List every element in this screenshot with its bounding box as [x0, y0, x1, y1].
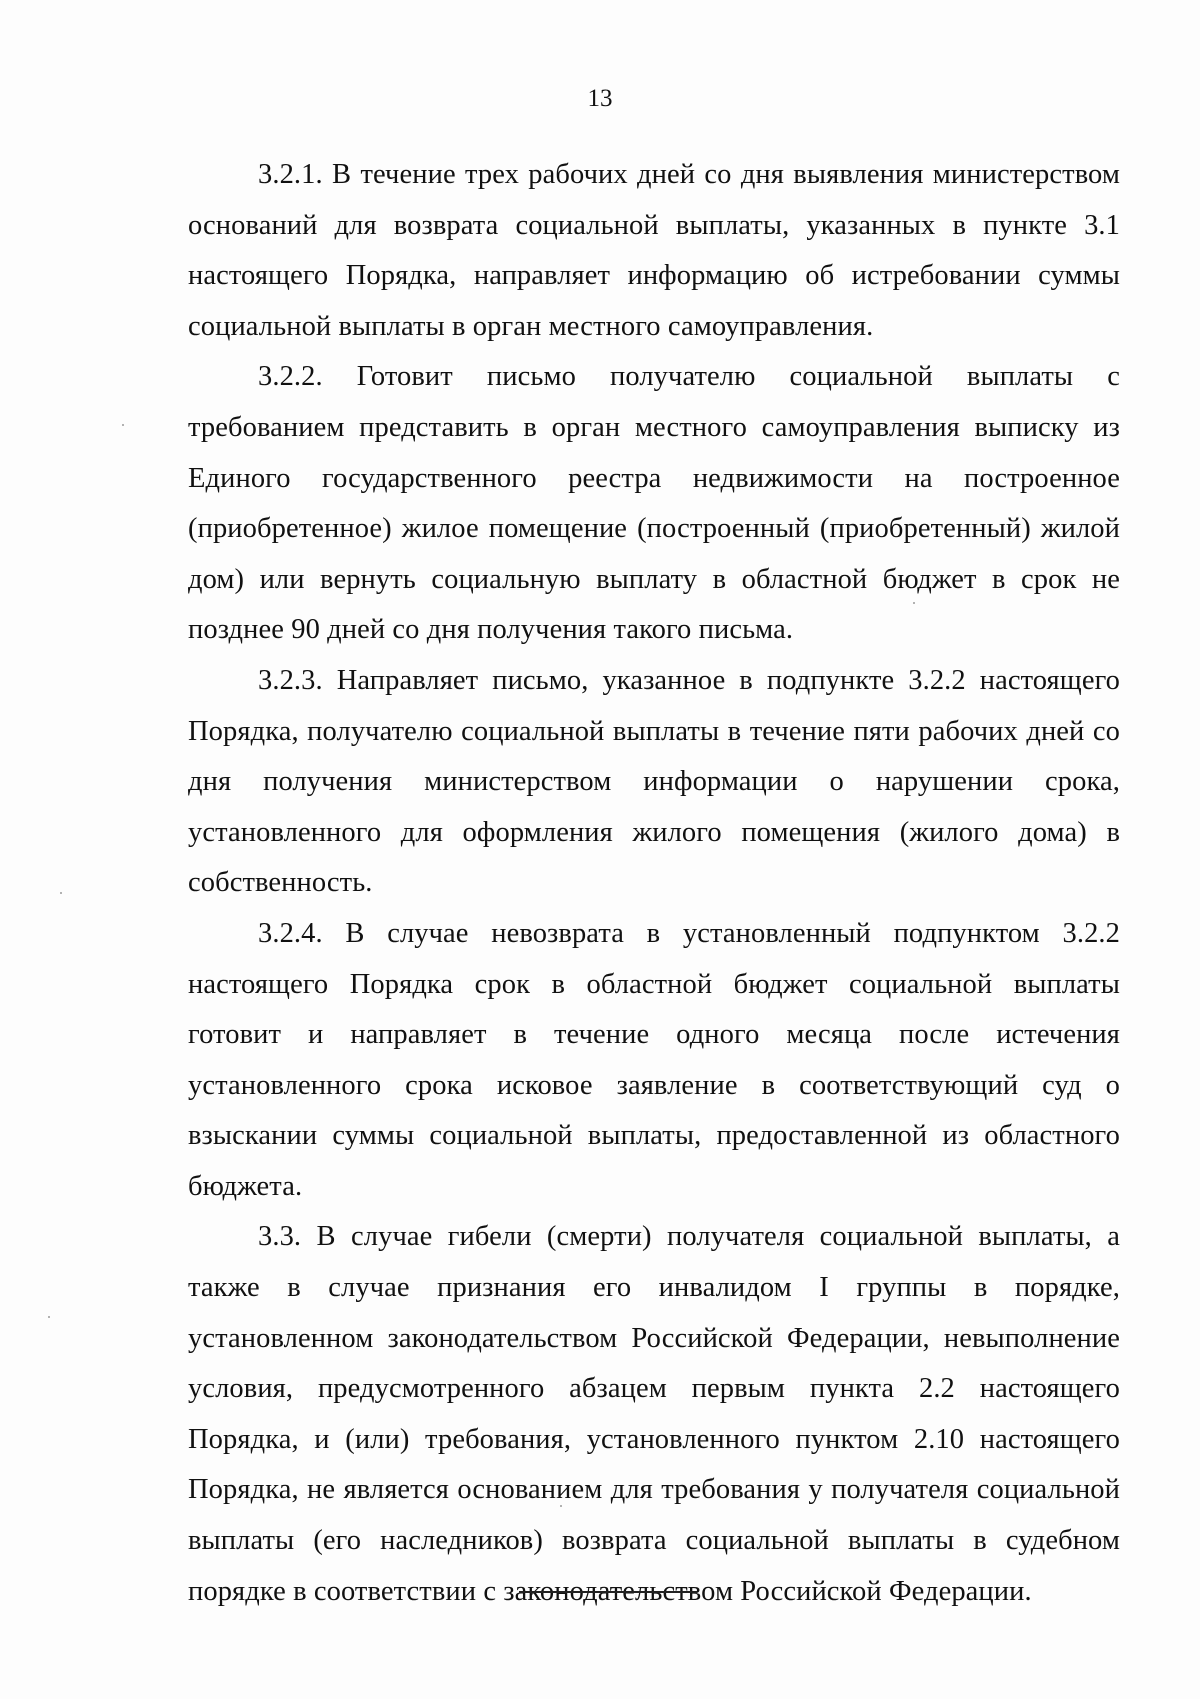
scan-speck — [122, 424, 124, 426]
scan-speck — [48, 1316, 50, 1318]
paragraph-3-2-3: 3.2.3. Направляет письмо, указанное в подпункте 3.2.2 настоящего Порядка, получателю социальной выплаты в течение пяти рабочих дней со дня получения министерством информации о нарушении срока, установленного для оформления жилого помещения (жилого дома) в собственность. — [188, 664, 1120, 899]
scan-speck — [560, 1505, 562, 1507]
paragraph-3-2-1: 3.2.1. В течение трех рабочих дней со дня выявления министерством оснований для возврата социальной выплаты, указанных в пункте 3.1 настоящего Порядка, направляет информацию об истребовании суммы социальной выплаты в орган местного самоуправления. — [188, 159, 1120, 342]
scan-speck — [913, 602, 915, 604]
scan-speck — [60, 892, 62, 894]
end-separator-line — [519, 1591, 697, 1593]
document-body — [188, 150, 1120, 1617]
paragraph-3-3: 3.3. В случае гибели (смерти) получателя социальной выплаты, а также в случае признания его инвалидом I группы в порядке, установленном законодательством Российской Федерации, невыполнение условия, предусмотренного абзацем первым пункта 2.2 настоящего Порядка, и (или) требования, установленного пунктом 2.10 настоящего Порядка, не является основанием для требования у получателя социальной выплаты (его наследников) возврата социальной выплаты в судебном порядке в соответствии с законодательством Российской Федерации. — [188, 1221, 1120, 1607]
page-number: 13 — [587, 85, 613, 112]
paragraph-3-2-4: 3.2.4. В случае невозврата в установленный подпунктом 3.2.2 настоящего Порядка срок в областной бюджет социальной выплаты готовит и направляет в течение одного месяца после истечения установленного срока исковое заявление в соответствующий суд о взыскании суммы социальной выплаты, предоставленной из областного бюджета. — [188, 917, 1120, 1202]
paragraph-3-2-2: 3.2.2. Готовит письмо получателю социальной выплаты с требованием представить в орган местного самоуправления выписку из Единого государственного реестра недвижимости на построенное (приобретенное) жилое помещение (построенный (приобретенный) жилой дом) или вернуть социальную выплату в областной бюджет в срок не позднее 90 дней со дня получения такого письма. — [188, 361, 1120, 646]
